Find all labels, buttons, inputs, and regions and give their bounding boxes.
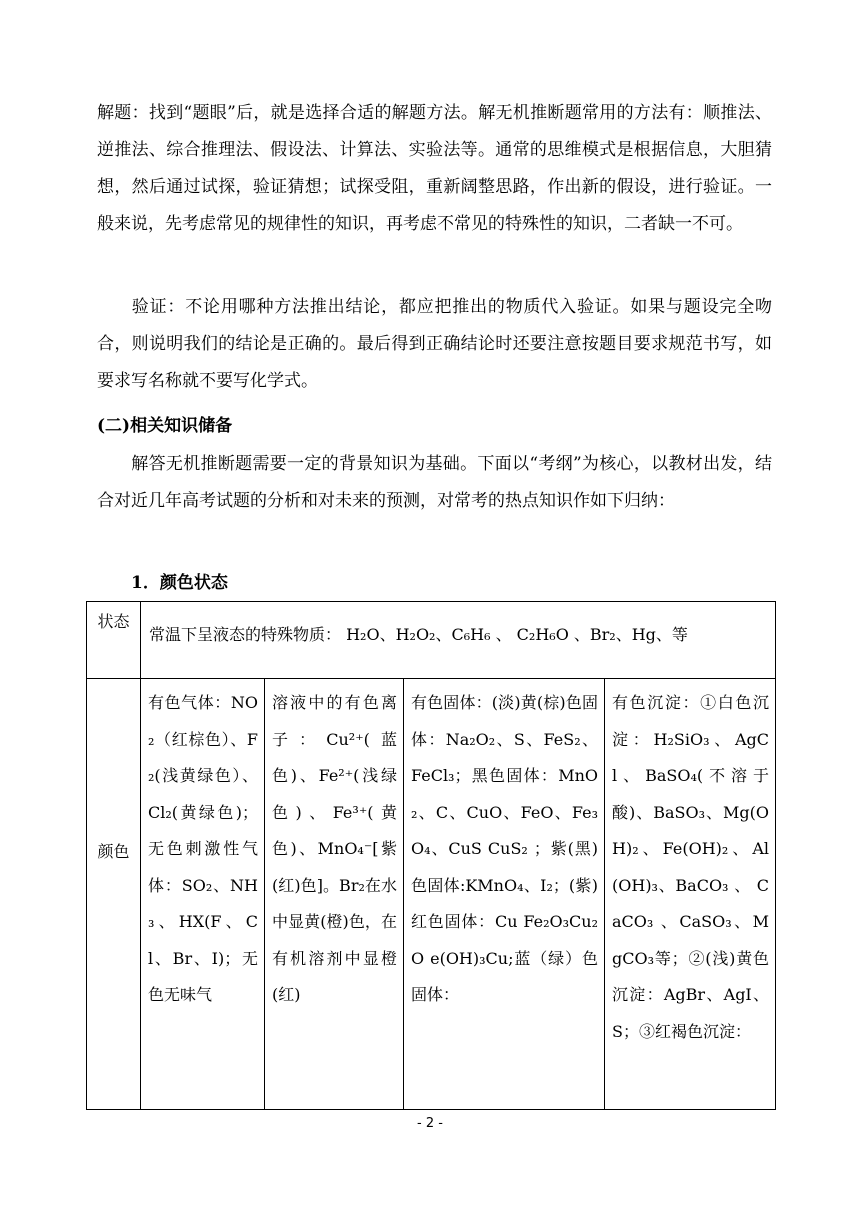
page-number: - 2 -: [417, 1116, 443, 1131]
state-content: 常温下呈液态的特殊物质： H₂O、H₂O₂、C₆H₆ 、 C₂H₆O 、Br₂、Hg、等: [149, 625, 688, 644]
color-label: 颜色: [97, 842, 130, 861]
section-heading: (二)相关知识储备: [97, 416, 233, 436]
state-label-cell: [87, 602, 141, 679]
colored-ion-text: 溶液中的有色离子：Cu²⁺(蓝色)、Fe²⁺(浅绿色)、Fe³⁺(黄色)、MnO₄⁻[紫(红)色]。Br₂在水中显黄(橙)色，在有机溶剂中显橙(红): [272, 693, 397, 1004]
paragraph-verification-text: 验证：不论用哪种方法推出结论，都应把推出的物质代入验证。如果与题设完全吻合，则说明我们的结论是正确的。最后得到正确结论时还要注意按题目要求规范书写，如要求写名称就不要写化学式。: [97, 297, 772, 391]
colored-precipitate-text: 有色沉淀：①白色沉淀：H₂SiO₃、AgCl、BaSO₄(不溶于酸)、BaSO₃、Mg(OH)₂、Fe(OH)₂、Al(OH)₃、BaCO₃ 、 CaCO₃ 、CaSO₃、MgCO₃等；②(浅)黄色沉淀：AgBr、AgI、S；③红褐色沉淀：: [612, 693, 770, 1041]
table-row-color: [87, 679, 776, 1110]
knowledge-table: [86, 601, 776, 1110]
state-label: 状态: [97, 612, 130, 631]
colored-solid-cell: [404, 679, 605, 1110]
colored-ion-cell: [265, 679, 404, 1110]
table-row-state: [87, 602, 776, 679]
colored-gas-text: 有色气体：NO₂（红棕色）、F₂(浅黄绿色）、Cl₂(黄绿色)；无色刺激性气体：SO₂、NH₃、HX(F、Cl、Br、I)；无色无味气: [148, 693, 258, 1004]
colored-precipitate-cell: [605, 679, 776, 1110]
colored-gas-cell: [141, 679, 265, 1110]
state-content-cell: [141, 602, 776, 679]
paragraph-background-text: 解答无机推断题需要一定的背景知识为基础。下面以“考纲”为核心，以教材出发，结合对近几年高考试题的分析和对未来的预测，对常考的热点知识作如下归纳：: [97, 454, 772, 511]
colored-solid-text: 有色固体：(淡)黄(棕)色固体：Na₂O₂、S、FeS₂、FeCl₃；黑色固体：MnO₂、C、CuO、FeO、Fe₃O₄、CuS CuS₂ ；紫(黑)色固体:KMnO₄、I₂；(紫)红色固体：Cu Fe₂O₃Cu₂O e(OH)₃Cu;蓝（绿）色固体：: [411, 693, 598, 1004]
paragraph-verification: [97, 289, 772, 400]
paragraph-background: [97, 446, 772, 520]
paragraph-solving: 解题：找到“题眼”后，就是选择合适的解题方法。解无机推断题常用的方法有：顺推法、逆推法、综合推理法、假设法、计算法、实验法等。通常的思维模式是根据信息，大胆猜想，然后通过试探，验证猜想；试探受阻，重新阔整思路，作出新的假设，进行验证。一般来说，先考虑常见的规律性的知识，再考虑不常见的特殊性的知识，二者缺一不可。: [97, 103, 772, 234]
color-label-cell: [87, 679, 141, 1110]
subheading-color-state: 1．颜色状态: [131, 573, 228, 593]
